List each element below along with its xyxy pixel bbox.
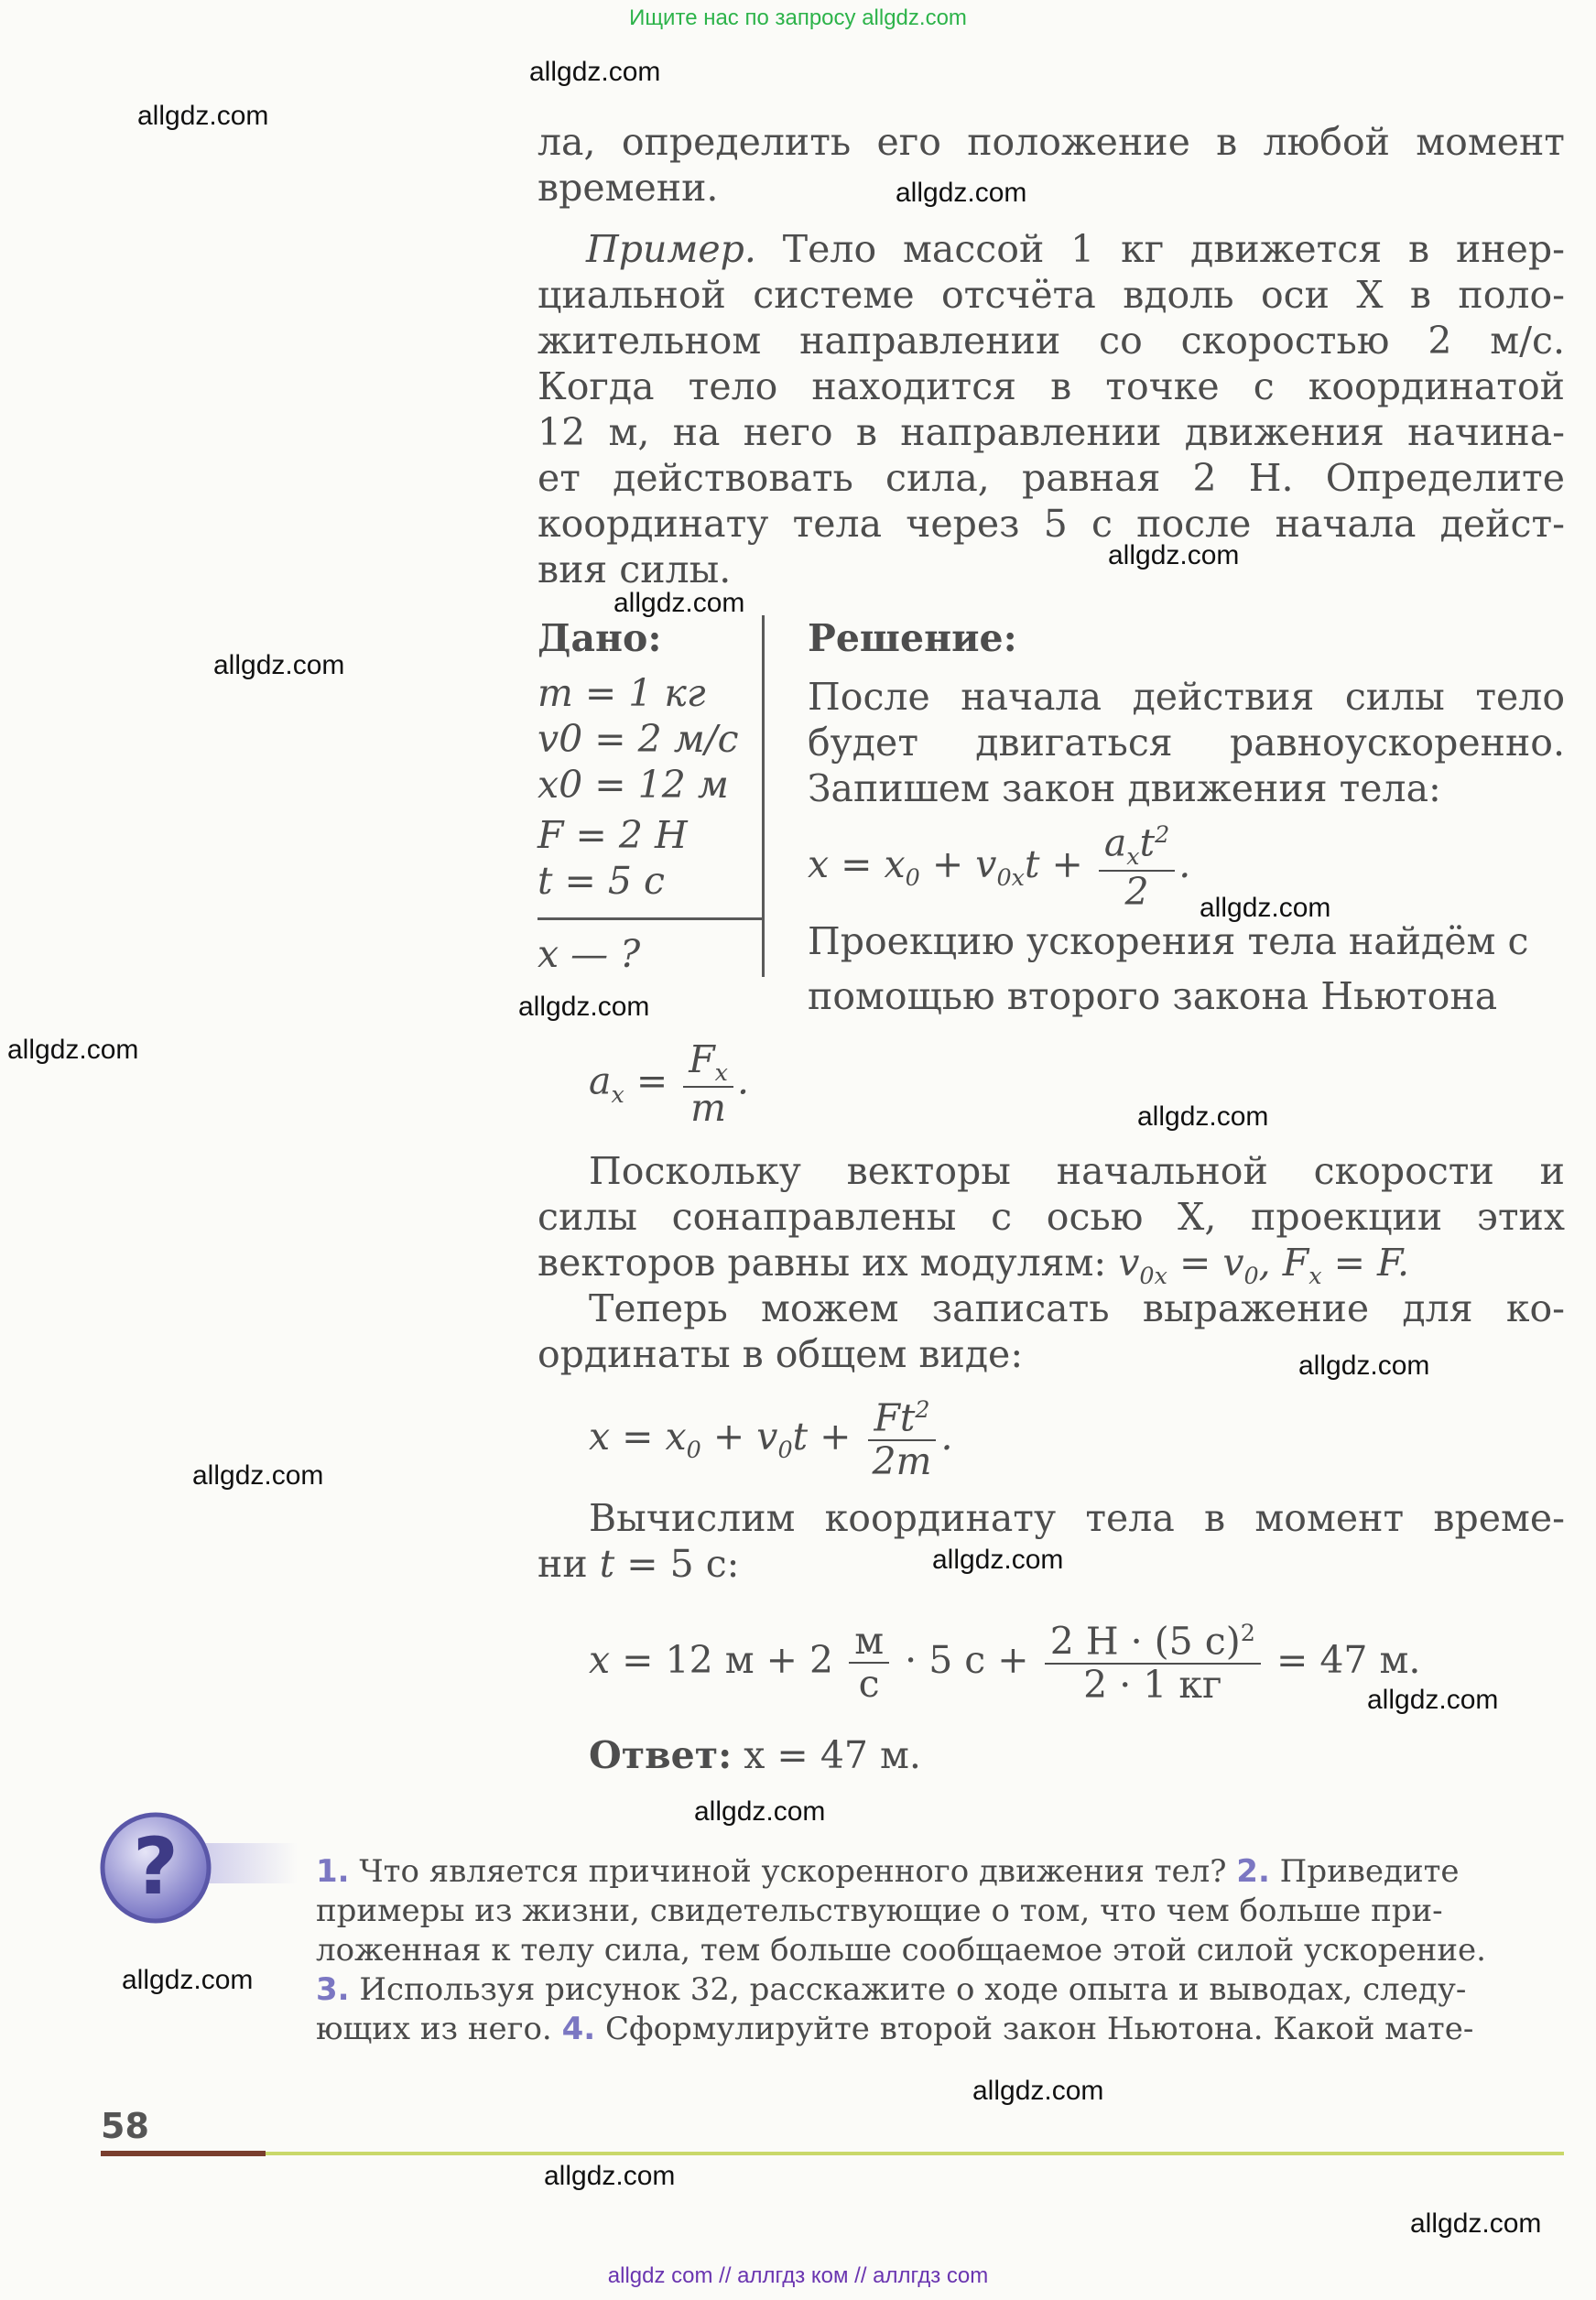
question-text: Что является причиной ускоренного движения тел? <box>359 1853 1227 1890</box>
watermark: allgdz.com <box>544 2161 676 2191</box>
watermark: allgdz.com <box>213 650 345 680</box>
question-number: 2. <box>1236 1853 1270 1890</box>
watermark: allgdz.com <box>137 101 269 131</box>
text-line: Теперь можем записать выражение для ко- <box>589 1286 1565 1330</box>
newton-formula: $a_x$ = $\frac{F_x}{m}$ . <box>589 1037 750 1131</box>
answer-label: Ответ: <box>589 1733 733 1777</box>
watermark: allgdz.com <box>613 588 745 618</box>
question-number: 4. <box>561 2011 596 2047</box>
question-number: 3. <box>316 1971 350 2008</box>
question-line: ложенная к телу сила, тем больше сообщаемое этой силой ускорение. <box>316 1932 1486 1969</box>
footer-rule <box>266 2152 1564 2155</box>
given-separator <box>762 615 765 977</box>
watermark: allgdz.com <box>1137 1101 1269 1132</box>
question-text: Приведите <box>1279 1853 1460 1890</box>
watermark: allgdz.com <box>192 1460 324 1491</box>
text-span: векторов равны их модулям: <box>537 1241 1107 1285</box>
given-item: t = 5 с <box>537 859 665 903</box>
solution-title: Решение: <box>808 616 1017 660</box>
watermark: allgdz.com <box>896 178 1027 208</box>
watermark: allgdz.com <box>932 1545 1064 1575</box>
text-line: ет действовать сила, равная 2 Н. Определите <box>537 456 1565 500</box>
page-number-bar <box>101 2151 266 2156</box>
text-line: силы сонаправлены с осью X, проекции этих <box>537 1195 1565 1239</box>
question-text: ющих из него. <box>316 2011 552 2047</box>
watermark: allgdz.com <box>1367 1685 1499 1715</box>
motion-law-formula: $x = x_0 + v_{0x}t$ + $\frac{a_xt^2}{2}$ . <box>808 820 1191 914</box>
text-line: векторов равны их модулям: $v_{0x} = v_0$, $F_x = F$. <box>537 1241 1410 1290</box>
given-divider <box>537 917 765 920</box>
text-line: циальной системе отсчёта вдоль оси X в поло- <box>537 273 1565 317</box>
watermark: allgdz.com <box>1108 540 1240 570</box>
question-line <box>316 2010 1473 2049</box>
text-line: координату тела через 5 с после начала дейст- <box>537 502 1565 546</box>
given-item: F = 2 Н <box>537 813 688 857</box>
text-line: ординаты в общем виде: <box>537 1332 1024 1376</box>
page-number: 58 <box>101 2106 149 2146</box>
text-span: ни <box>537 1542 588 1586</box>
text-line: времени. <box>537 166 719 210</box>
given-find: x — ? <box>537 932 641 976</box>
answer-value: x = 47 м. <box>744 1733 921 1777</box>
watermark: allgdz.com <box>972 2076 1104 2106</box>
given-title: Дано: <box>537 616 662 660</box>
solution-line: будет двигаться равноускоренно. <box>808 721 1565 765</box>
watermark: allgdz.com <box>122 1965 254 1995</box>
text-line: вия силы. <box>537 548 732 591</box>
question-line <box>316 1852 1460 1892</box>
text-line: жительном направлении со скоростью 2 м/с. <box>537 319 1565 363</box>
question-number: 1. <box>316 1853 350 1890</box>
text-line: Когда тело находится в точке с координатой <box>537 364 1565 408</box>
footer-links[interactable]: allgdz com // аллгдз ком // аллгдз com <box>607 2263 989 2288</box>
question-line: примеры из жизни, свидетельствующие о том, что чем больше при- <box>316 1893 1443 1929</box>
given-item: x0 = 12 м <box>537 763 729 807</box>
watermark: allgdz.com <box>694 1796 826 1827</box>
example-line <box>586 226 1565 272</box>
question-text: Сформулируйте второй закон Ньютона. Какой мате- <box>604 2011 1474 2047</box>
solution-line: Проекцию ускорения тела найдём с <box>808 919 1529 963</box>
watermark: allgdz.com <box>529 57 661 87</box>
watermark: allgdz.com <box>1200 893 1331 923</box>
answer <box>589 1732 921 1778</box>
text-line: 12 м, на него в направлении движения начина- <box>537 410 1565 454</box>
text-line: ни t = 5 с: <box>537 1542 740 1586</box>
calculation-formula: x = 12 м + 2 $\frac{м}{с}$ · 5 с + $\frac{2 Н \cdot (5 с)^2}{2 \cdot 1 кг}$ = 47 м. <box>589 1619 1421 1707</box>
general-formula: $x = x_0 + v_0t$ + $\frac{Ft^2}{2m}$ . <box>589 1395 953 1483</box>
text-span: Тело массой 1 кг движется в инер- <box>755 227 1565 271</box>
given-item: m = 1 кг <box>537 671 706 715</box>
question-text: Используя рисунок 32, расскажите о ходе опыта и выводах, следу- <box>359 1971 1467 2008</box>
text-line: Вычислим координату тела в момент време- <box>589 1496 1565 1540</box>
given-item: v0 = 2 м/с <box>537 717 739 761</box>
watermark: allgdz.com <box>518 992 650 1022</box>
svg-text:?: ? <box>133 1821 179 1913</box>
text-line: ла, определить его положение в любой момент <box>537 120 1565 164</box>
text-line: Поскольку векторы начальной скорости и <box>589 1149 1565 1193</box>
watermark: allgdz.com <box>1298 1351 1430 1381</box>
watermark: allgdz.com <box>1410 2208 1542 2239</box>
solution-line: Запишем закон движения тела: <box>808 766 1441 810</box>
solution-line: После начала действия силы тело <box>808 675 1565 719</box>
search-hint[interactable]: Ищите нас по запросу allgdz.com <box>629 5 967 30</box>
question-icon <box>96 1808 298 1927</box>
watermark: allgdz.com <box>7 1035 139 1065</box>
example-label: Пример. <box>586 227 756 271</box>
solution-line: помощью второго закона Ньютона <box>808 974 1498 1018</box>
question-line <box>316 1970 1466 2010</box>
